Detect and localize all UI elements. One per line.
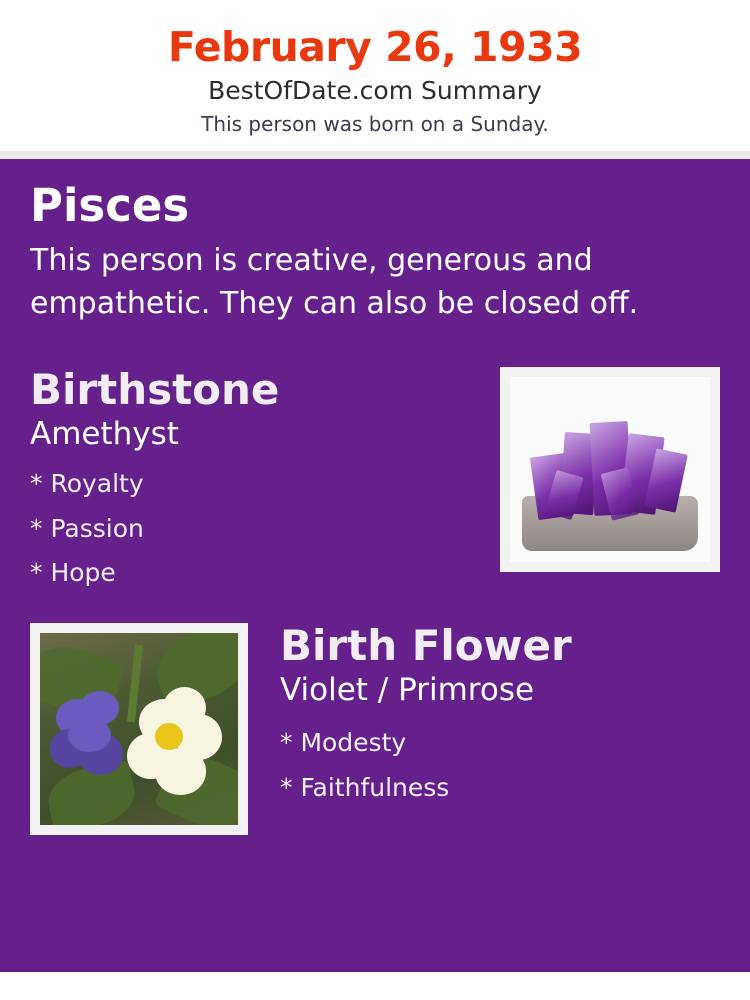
birth-day-note: This person was born on a Sunday. (201, 111, 549, 136)
header (0, 0, 750, 151)
birthstone-text (30, 367, 460, 596)
birthstone-section (30, 367, 720, 597)
list-item: * Modesty (280, 728, 407, 758)
content-panel (0, 159, 750, 972)
violet-primrose-photo (40, 633, 238, 825)
page-title: February 26, 1933 (167, 23, 583, 71)
zodiac-section (30, 178, 720, 326)
list-item: * Passion (30, 513, 144, 543)
amethyst-illustration (510, 377, 710, 562)
list-item: * Faithfulness (280, 773, 450, 803)
birthflower-text (280, 623, 720, 810)
amethyst-photo (510, 377, 710, 562)
header-divider (0, 151, 750, 159)
site-name: BestOfDate.com Summary (208, 76, 542, 106)
birthflower-name: Violet / Primrose (280, 671, 535, 708)
list-item: * Royalty (30, 469, 144, 499)
birthstone-traits (30, 462, 460, 596)
zodiac-description: This person is creative, generous and empathetic. They can also be closed off. (30, 243, 639, 321)
birthstone-title: Birthstone (30, 365, 280, 415)
flower-illustration (40, 633, 238, 825)
birthflower-section (30, 623, 720, 843)
flower-photo-frame (30, 623, 248, 835)
list-item: * Hope (30, 558, 116, 588)
birthflower-traits (280, 720, 720, 810)
zodiac-title: Pisces (30, 178, 190, 232)
birthstone-name: Amethyst (30, 415, 179, 452)
birthflower-title: Birth Flower (280, 621, 572, 671)
amethyst-photo-frame (500, 367, 720, 572)
